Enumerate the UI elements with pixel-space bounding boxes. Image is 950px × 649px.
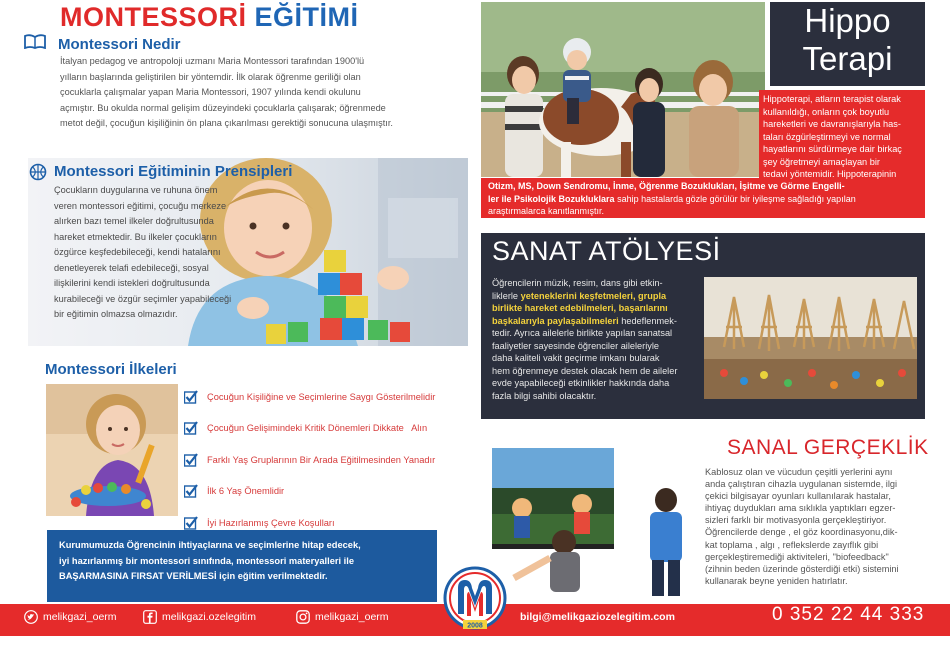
text-line: ilişkilerini kendi istekleri doğrultusunda (54, 278, 210, 288)
sanal-text (705, 466, 930, 587)
text-line: sizleri farklı bir motivasyonla gerçekleştiriyor. (705, 515, 887, 526)
checklist-item-text: Farklı Yaş Gruplarının Bir Arada Eğitilmesinden Yanadır (207, 454, 436, 465)
checklist-item (184, 413, 454, 445)
title-part-1: MONTESSORİ (60, 2, 247, 32)
institution-note-box (47, 530, 437, 602)
hippo-title-line-1: Hippo (804, 2, 891, 39)
prensipler-title: Montessori Eğitiminin Prensipleri (54, 163, 293, 180)
text-line: kullanarak beyne yeniden hatırlatır. (705, 575, 848, 586)
checkbox-check-icon (184, 390, 198, 404)
checklist-item-text: İyi Hazırlanmış Çevre Koşulları (207, 517, 335, 528)
hippotherapy-photo (481, 2, 765, 177)
title-part-2: EĞİTİMİ (254, 2, 359, 32)
text-line: şey öğretmeyi amaçlayan bir (763, 156, 880, 167)
checklist-item-text: İlk 6 Yaş Önemlidir (207, 486, 285, 497)
text-line: Hippoterapi, atların terapist olarak (763, 94, 901, 104)
twitter-handle: melikgazi_oerm (43, 611, 117, 623)
text-line: çocuklarla çalışmalar yapan Maria Montessori, 1907 yılında kendi okulunu (60, 87, 361, 97)
text-line: çekici bilgisayar oyunları kullanılarak hastalar, (705, 491, 891, 502)
text-line: Kablosuz olan ve vücudun çeşitli yerlerini aynı (705, 467, 893, 477)
text-line: kullanıldığı, onların çok boyutlu (763, 106, 890, 117)
text-line: hareket etmektedir. Bu ilkeler çocukların (54, 231, 217, 242)
page-title (60, 2, 359, 33)
institution-logo (443, 566, 507, 634)
text-line: faaliyetler sayesinde öğrenciler aileleriyle (492, 340, 659, 351)
text-line: yılların başlarında geliştirilen bir yöntemdir. İlk olarak öğrenme geriliği olan (60, 71, 361, 82)
phone-number[interactable]: 0 352 22 44 333 (772, 604, 925, 625)
conditions-bold-2: ler ile Psikolojik Bozukluklara (488, 193, 615, 204)
hippo-description (763, 93, 925, 181)
checklist-item (184, 444, 454, 476)
facebook-link[interactable] (143, 610, 256, 624)
checklist-item-text: Çocuğun Gelişimindeki Kritik Dönemleri Dikkate Alın (207, 423, 428, 434)
text-line: fazla bilgi sahibi olacaktır. (492, 390, 597, 401)
basketball-icon (29, 163, 47, 181)
checklist-item (184, 476, 454, 508)
text-line: metot değil, çocuğun kişiliğinin ön plana çıkarılması gerektiği sonucuna ulaşmıştır. (60, 118, 393, 128)
text-line: Çocukların duygularına ve ruhuna önem (54, 185, 218, 195)
text-line: taları özgürleştirmeyi ve normal (763, 131, 891, 142)
vr-photo (490, 444, 694, 596)
note-line: Kurumumuzda Öğrencinin ihtiyaçlarına ve seçimlerine hitap edecek, (59, 540, 361, 550)
text-line: kurabileceği ve özgür seçimler yapabileceği (54, 293, 232, 304)
text-line: Öğrencilerin müzik, resim, dans gibi etkin- (492, 278, 663, 288)
text-line: denetleyerek telafi edebileceği, sosyal (54, 262, 209, 273)
text-line: bir eğitimin olmazsa olmazıdır. (54, 309, 178, 319)
highlight-text: yeteneklerini keşfetmeleri, grupla (520, 290, 667, 301)
text-line: tedavi yöntemidir. Hippoterapinin (763, 169, 897, 179)
highlight-text: başkalarıyla paylaşabilmeleri (492, 315, 619, 326)
conditions-bold: Otizm, MS, Down Sendromu, İnme, Öğrenme Bozuklukları, İşitme ve Görme Engelli- (488, 181, 845, 191)
facebook-icon (143, 610, 157, 624)
ilkeler-photo (46, 384, 178, 516)
checklist-item-text: Çocuğun Kişiliğine ve Seçimlerine Saygı Gösterilmelidir (207, 391, 436, 402)
checkbox-check-icon (184, 453, 198, 467)
checkbox-check-icon (184, 484, 198, 498)
note-line: iyi hazırlanmış bir montessori sınıfında, montessori materyalleri ile (59, 555, 355, 566)
hippo-title-line-2: Terapi (802, 40, 893, 77)
footer-bottom-strip (0, 636, 950, 649)
conditions-line-3: araştırmalarca kanıtlanmıştır. (488, 206, 605, 216)
montessori-nedir-title: Montessori Nedir (58, 36, 181, 53)
text-line: hareketleri ve davranışlarıyla has- (763, 119, 901, 129)
text-line: liklerle (492, 290, 521, 301)
logo-year: 2008 (467, 622, 483, 630)
text-line: alırken bazı temel ilkeler doğrultusunda (54, 216, 214, 226)
conditions-rest: sahip hastalarda gözle görülür bir iyileşme sağladığı yapılan (614, 193, 856, 204)
art-workshop-photo (704, 277, 917, 399)
hippo-title (770, 2, 925, 78)
checklist-item (184, 381, 454, 413)
text-line: (zihnin beden üzerinde gösterdiği etki) sistemini (705, 563, 899, 574)
ilkeler-title: Montessori İlkeleri (45, 361, 177, 378)
text-line: anda çalıştıran cihazla uygulanan sistemde, ilgi (705, 479, 898, 490)
instagram-link[interactable] (296, 610, 389, 624)
montessori-nedir-text (60, 54, 470, 132)
text-line: evde yapabileceği etkinlikler hakkında daha (492, 378, 670, 388)
text-line: özgürce keşfedebileceği, kendi hatalarını (54, 247, 221, 257)
sanat-text (492, 277, 702, 402)
text-line: İtalyan pedagog ve antropoloji uzmanı Maria Montessori tarafından 1900'lü (60, 56, 365, 66)
text-line: daha kaliteli vakit geçirme imkanı bularak (492, 353, 660, 363)
text-line: hayatlarını sürdürmeye dair birkaç (763, 144, 902, 154)
text-line: ihtiyaç duydukları ama sıklıkla yaptıkları egzer- (705, 503, 896, 514)
sanal-title: SANAL GERÇEKLİK (727, 436, 929, 459)
ilkeler-checklist (184, 381, 454, 539)
hippo-conditions (488, 180, 924, 218)
facebook-handle: melikgazi.ozelegitim (162, 611, 256, 623)
checkbox-check-icon (184, 516, 198, 530)
twitter-link[interactable] (24, 610, 117, 624)
text-line: veren montessori eğitimi, çocuğu merkeze (54, 200, 227, 211)
text-line: tedir. Ayrıca ailelerle birlikte yapılan sanatsal (492, 328, 673, 338)
book-icon (24, 34, 46, 49)
text-line: Öğrencilerde denge , el göz koordinasyonu,dik- (705, 527, 898, 538)
instagram-handle: melikgazi_oerm (315, 611, 389, 623)
text-line: hem öğrenmeye destek olacak hem de aileler (492, 365, 678, 376)
text-line: açmıştır. Bu okulda normal gelişim düzeyindeki çocuklarla çalışarak; öğrenmede (60, 102, 386, 113)
email-link[interactable]: bilgi@melikgaziozelegitim.com (520, 611, 675, 623)
note-line: BAŞARMASINA FIRSAT VERİLMESİ için eğitim verilmektedir. (59, 571, 328, 581)
instagram-icon (296, 610, 310, 624)
highlight-text: birlikte hareket edebilmeleri, başarılarını (492, 303, 668, 313)
twitter-icon (24, 610, 38, 624)
text-line: gerçekleştiremediği aktiviteleri, "biofeedback" (705, 551, 889, 562)
prensipler-text (54, 183, 294, 323)
checkbox-check-icon (184, 421, 198, 435)
sanat-title: SANAT ATÖLYESİ (492, 236, 721, 266)
text-line: kat toplama , algı , reflekslerde zayıflık gibi (705, 539, 879, 550)
text-line: hedeflenmek- (618, 315, 677, 326)
